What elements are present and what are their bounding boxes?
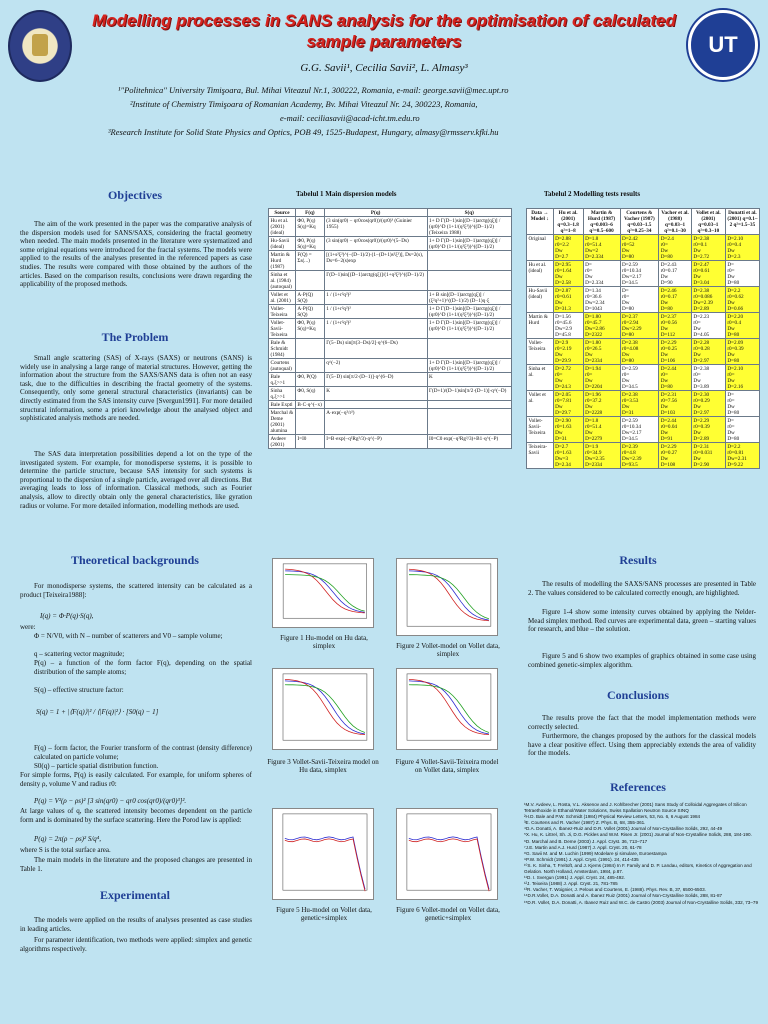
- table1-cell: Courtens (autoqual): [269, 359, 296, 373]
- table2-cell: D=2.39 r0=4.8 Dw=2.39 D=93.5: [620, 443, 659, 469]
- table1-cell: q^(−2): [324, 359, 427, 373]
- table1-cell: I=I0: [295, 435, 324, 449]
- theory-def-s: S(q) – effective structure factor:: [34, 686, 124, 694]
- table2-cell: D=2.37 r0=2.94 Dw=2.29 D=80: [620, 313, 659, 339]
- university-logo-left: [8, 10, 72, 82]
- formula-porod: P(q) = 2π(ρ − ρs)² S/q⁴,: [34, 835, 101, 843]
- table1-row: [269, 305, 512, 319]
- theory-table-ref: The main models in the literature and the proposed changes are presented in Table 1.: [20, 856, 252, 873]
- theory-def-phi: Φ = N/V0, with N – number of scatterers and V0 – sample volume;: [34, 632, 223, 640]
- table2-cell: D=2.90 r0=1.63 Dw D=31: [553, 417, 583, 443]
- starting-curve: [285, 575, 365, 612]
- modelling-results-table: [526, 208, 760, 469]
- table2-cell: D=1.94 r0= Dw D=2204: [583, 365, 620, 391]
- figure-1-caption: Figure 1 Hu-model on Hu data, simplex: [280, 634, 368, 650]
- theory-were: were:: [20, 623, 36, 631]
- table2-cell: D=2.38 r0=0.1 Dw D=2.72: [691, 235, 725, 261]
- table2-cell: D=1.34 r0=36.6 Dw=2.34 D=1043: [583, 287, 620, 313]
- theory-simple-forms: For simple forms, P(q) is easily calculated. For example, for uniform spheres of density ρ, volume V and radius r0:: [20, 771, 252, 788]
- affiliation-2-email: e-mail: ceciliasavii@acad-icht.tm.edu.ro: [280, 113, 420, 123]
- figure-4-caption: Figure 4 Vollet-Savii-Teixeira model on Vollet data, simplex: [395, 758, 499, 774]
- table1-cell: 1 / (1+r²q²)²: [324, 305, 427, 319]
- table2-cell: D=2.4 r0= Dw D=80: [659, 235, 692, 261]
- table1-cell: [295, 271, 324, 291]
- table1-row: [269, 271, 512, 291]
- table1-cell: A·P(Q) S(Q): [295, 291, 324, 305]
- plot-frame: [407, 814, 491, 890]
- theory-intro: For monodisperse systems, the scattered intensity can be calculated as a product [Teixeira1988]:: [20, 582, 252, 599]
- results-paragraph-3: Figure 5 and 6 show two examples of graphics obtained in some case using combined genetic-simplex algorithm.: [528, 652, 756, 669]
- table1-cell: Sinha q,ξ>>1: [269, 387, 296, 401]
- table2-cell: D=2.42 r0=52 Dw D=80: [620, 235, 659, 261]
- reference-item: ¹⁰S. K. Sinha, T. Freltoft, and J. Kjems (1984) In F. Family and D. P. Landau, editors, Kinetics of Aggregation and Gelation. North Holland, Amsterdam, 1984, p.87.: [524, 862, 752, 875]
- table1-cell: Martin & Hurd (1987): [269, 251, 296, 271]
- table2-row: [527, 365, 760, 391]
- reference-item: ¹⁴D.R.Vollet, D.A. Donatti and A. Ibanez Ruiz (2001) Journal of Non-Crystalline Solids, 288, 81-87: [524, 893, 723, 899]
- affiliation-3: ³Research Institute for Solid State Physics and Optics, POB 49, 1525-Budapest, Hungary, almasy@rmsserv.kfki.hu: [108, 127, 499, 137]
- table1-row: [269, 339, 512, 359]
- table1-cell: A·exp(−q²/r²): [324, 409, 427, 435]
- reference-item: ¹M.V. Avdeev, L. Rosta, V.L. Aksenov and J. Kohlbrecher (2001) Sans Study of Colloidal Aggregates of Silicon Tetraethoxide in Ethanol/Water Solutions, Swiss Spallation Neutron Source SINQ: [524, 802, 747, 814]
- table1-cell: Γ(5−Ds) sin[π(3−Ds)/2]·q^(6−Ds): [324, 339, 427, 359]
- table1-cell: (3 sin(qr0) − qr0cos(qr0))/(qr0)^(5−Ds): [324, 237, 427, 251]
- theory-def-q: q – scattering vector magnitude;: [34, 650, 125, 658]
- table2-cell: D=1.96 r0=37.2 Dw D=2228: [583, 391, 620, 417]
- reference-item: ⁵X. Hu, K. Littrel, Sh. Ji, D.G. Pickles and W.M. Risen Jr. (2001) Journal of Non-Crystalline Solids, 288, 184-190.: [524, 832, 752, 838]
- table2-cell: D=2.29 r0=0.27 Dw D=108: [659, 443, 692, 469]
- figure-5-caption: Figure 5 Hu-model on Vollet data, genetic+simplex: [276, 906, 372, 922]
- table1-cell: Bale q,ξ>>1: [269, 373, 296, 387]
- fit-curve: [285, 837, 365, 889]
- table1-row: [269, 359, 512, 373]
- table2-cell: D= r0= Dw D=80: [725, 261, 759, 287]
- table1-row: [269, 319, 512, 339]
- theory-porod-intro: At large values of q, the scattered intensity becomes dependent on the particle form and is dominated by the surface scattering. Here the Porod law is applied:: [20, 807, 252, 824]
- table2-cell: D= r0= Dw D=2.334: [583, 261, 620, 287]
- table2-row: [527, 417, 760, 443]
- table1-cell: (3 sin(qr0) − qr0cos(qr0))/(qr0)³ (Guinier 1955): [324, 217, 427, 237]
- experimental-heading: Experimental: [100, 888, 170, 902]
- figure-2-caption: Figure 2 Vollet-model on Vollet data, simplex: [396, 642, 500, 658]
- table2-cell: D=2.31 r0=0.031 Dw D=2.90: [691, 443, 725, 469]
- table1-cell: Γ(5−D) sin[π/2·(D−1)]·q^(6−D): [324, 373, 427, 387]
- table2-cell: D=2.20 r0=0.4 Dw D=80: [725, 313, 759, 339]
- table1-cell: 1+ D Γ(D−1)sin[(D−1)arctg(qξ)] / (qr0)^D (1+1/(q²ξ²))^((D−1)/2): [427, 305, 512, 319]
- table1-cell: Γ(D−1)sin[(D−1)arctg(qξ)]/(1+q²ξ²)^((D−1)/2): [324, 271, 427, 291]
- table1-header-cell: S(q): [427, 209, 512, 217]
- table2-cell: D=1.9 r0=34.9 Dw=2.35 D=2334: [583, 443, 620, 469]
- table2-cell: D= r0= Dw D=80: [725, 391, 759, 417]
- table1-cell: Marchal & Deme (2001) alumina: [269, 409, 296, 435]
- results-paragraph-2: Figure 1-4 show some intensity curves obtained by applying the Nelder-Mead simplex method. Red curves are experimental data, green – starting values for research, and blue – the solution.: [528, 608, 756, 634]
- table2-caption: Tabelul 2 Modelling tests results: [544, 190, 641, 198]
- table1-cell: Bale Exptl: [269, 401, 296, 409]
- table2-header-cell: Vollet et al. (2001) q=0.03–1 q²=0.3–10: [691, 209, 725, 235]
- table1-cell: A·P(Q) S(Q): [295, 305, 324, 319]
- formula-structure-factor: S(q) = 1 + |⟨F(q)⟩|² / ⟨|F(q)|²⟩ · [S0(q) − 1]: [36, 708, 159, 716]
- table2-cell: D=2.29 r0=0.25 Dw D=106: [659, 339, 692, 365]
- reference-item: ¹⁵D.R. Vollet, D.A. Donatti, A. Ibanez Ruiz and W.C. de Castro (2003) Journal of Non-Crystalline Solids, 332, 73–79: [524, 899, 759, 905]
- table1-cell: Φ0, P(q) S(q)=Kq: [295, 237, 324, 251]
- table2-cell: D=2.09 r0=0.39 Dw D=80: [725, 339, 759, 365]
- table1-cell: [427, 409, 512, 435]
- table1-row: [269, 291, 512, 305]
- table1-cell: F(Q) = Σs(...): [295, 251, 324, 271]
- experimental-paragraph-2: For parameter identification, two methods were applied: simplex and genetic algorithms respectively.: [20, 936, 252, 953]
- table1-row: [269, 373, 512, 387]
- dispersion-models-table: [268, 208, 512, 449]
- table1-cell: I0=C0 exp(−q²Rg²/3)+B1·q^(−P): [427, 435, 512, 449]
- table2-cell: D=2.88 r0=2.2 Dw D=2.7: [553, 235, 583, 261]
- starting-curve: [285, 685, 365, 733]
- table2-cell: D=2.10 r0=0.4 Dw D=2.3: [725, 235, 759, 261]
- table2-cell: D=2.2 r0=0.62 Dw D=0.66: [725, 287, 759, 313]
- table2-cell: D=1.8 r0=51.4 Dw=2 D=2.334: [583, 235, 620, 261]
- table1-cell: [295, 359, 324, 373]
- table2-cell: D=2.38 r0= Dw D=3.89: [691, 365, 725, 391]
- reference-item: ⁹P.W. Schmidt (1991) J. Appl. Cryst. (1991). 24, 414-435: [524, 856, 639, 862]
- results-heading: Results: [619, 553, 657, 567]
- table2-cell: D=2.7 r0=1.63 Dw=3 D=2.34: [553, 443, 583, 469]
- table2-cell: D=2.44 r0=0.04 Dw D=91: [659, 417, 692, 443]
- table1-header-cell: F(q): [295, 209, 324, 217]
- objectives-text: The aim of the work presented in the paper was the comparative analysis of the dispersion models used for SANS/SAXS, considering the fractal geometry when needed. The main models presented in the literature were systematized and some original equations were introduced for the fractal systems. The models were applied to the results of the analyses presented in the referenced papers as case studies. The results were compared with those obtained by the authors of the articles. Based on the comparison results, conclusions were drawn regarding the applicability of the proposed methods.: [20, 220, 252, 289]
- table2-cell: D=2.30 r0=0.29 Dw D=2.97: [691, 391, 725, 417]
- table2-cell: D=2.2 r0=0.81 Dw=2.31 D=9.22: [725, 443, 759, 469]
- table2-cell: D=1.80 r0=45.7 Dw=2.86 D=2322: [583, 313, 620, 339]
- theory-heading: Theoretical backgrounds: [71, 553, 199, 567]
- figure-3-caption: Figure 3 Vollet-Savii-Teixeira model on Hu data, simplex: [267, 758, 379, 774]
- table1-cell: I=B·exp(−q²Rg²/3)·q^(−P): [324, 435, 427, 449]
- table1-cell: [(1+s²ξ²)^(−(D−1)/2)·(1−(D+1)s²ξ²)], Ds=2(s), Ds=6−2(s)exp: [324, 251, 427, 271]
- table1-row: [269, 387, 512, 401]
- table2-cell: D=2.23 r0= Dw D=4.05: [691, 313, 725, 339]
- table2-model-cell: Original: [527, 235, 554, 261]
- table2-cell: D=2.31 r0=7.56 Dw D=103: [659, 391, 692, 417]
- references-list: [524, 802, 760, 906]
- affiliation-2: ²Institute of Chemistry Timişoara of Romanian Academy, Bv. Mihai Viteazul Nr. 24, 300223, Romania,: [130, 99, 478, 109]
- data-curve: [285, 839, 365, 891]
- table1-cell: 1 / (1+r²q²)²: [324, 319, 427, 339]
- table1-cell: 1+ B sin[(D−1)arctg(qξ)] / (ξ²q²+1)^((D−1)/2) (D−1)q·ξ: [427, 291, 512, 305]
- table2-row: [527, 261, 760, 287]
- table1-cell: Hu et al. (2001) (ideal): [269, 217, 296, 237]
- table1-cell: B·C·q^(−x): [295, 401, 324, 409]
- reference-item: ¹²J. Teixeira (1988) J. Appl. Cryst. 21, 781-785: [524, 881, 618, 887]
- table2-cell: D=2.59 r0=10.34 Dw=2.17 D=34.5: [620, 417, 659, 443]
- table2-cell: D=2.72 r0= Dw D=24.3: [553, 365, 583, 391]
- table1-header-cell: Source: [269, 209, 296, 217]
- table1-cell: [427, 401, 512, 409]
- table2-cell: D=2.37 r0=0.56 Dw D=112: [659, 313, 692, 339]
- table2-model-cell: Vollet et al.: [527, 391, 554, 417]
- table1-cell: [295, 339, 324, 359]
- table2-cell: D=2.9 r0=2.19 Dw D=29.9: [553, 339, 583, 365]
- reference-item: ⁴D.A. Donatti, A. Ibanez-Ruiz and D.R. Vollet (2001) Journal of Non-Crystalline Solids, 292, 44-49: [524, 826, 723, 832]
- table1-cell: 1+ D Γ(D−1)sin[(D−1)arctg(qξ)] / (qr0)^D (1+1/(q²ξ²))^((D−1)/2) (Teixeira 1988): [427, 217, 512, 237]
- table1-cell: Φ0, P(q) S(q)=Kq: [295, 319, 324, 339]
- table2-row: [527, 287, 760, 313]
- table2-model-cell: Hu-Savii (ideal): [527, 287, 554, 313]
- results-paragraph-1: The results of modelling the SAXS/SANS processes are presented in Table 2. The values considered to be calculated correctly enough, are highlighted.: [528, 580, 756, 597]
- table1-cell: K: [427, 373, 512, 387]
- figure-2-plot: [396, 558, 498, 636]
- plot-frame: [283, 814, 367, 890]
- logo-right-text: UT: [708, 32, 738, 57]
- table1-cell: [427, 251, 512, 271]
- table1-cell: 1+ D Γ(D−1)sin[(D−1)arctg(qξ)] / (qr0)^D (1+1/(q²ξ²))^((D−1)/2): [427, 237, 512, 251]
- conclusions-paragraph-1: The results prove the fact that the model implementation methods were correctly selected.: [528, 714, 756, 731]
- figure-1-plot: [272, 558, 374, 628]
- table2-cell: D=2.59 r0= Dw D=34.5: [620, 365, 659, 391]
- theory-def-f: F(q) – form factor, the Fourier transform of the contrast (density difference) calculated on particle volume;: [34, 744, 252, 761]
- experimental-curve: [409, 679, 489, 734]
- table1-cell: Vollet-Savii-Teixeira: [269, 319, 296, 339]
- table1-header-cell: P(q): [324, 209, 427, 217]
- table1-cell: K: [324, 387, 427, 401]
- table1-cell: Vollet-Teixeira: [269, 305, 296, 319]
- figure-4-plot: [396, 668, 498, 750]
- table1-cell: [427, 271, 512, 291]
- data-curve: [409, 839, 489, 891]
- problem-paragraph-2: The SAS data interpretation possibilities depend a lot on the type of the investigated system. For example, for monodisperse systems, it is possible to determine the particle structure, because SAS intensity for such systems is proportional to the dispersion of a single particle, averaged over all directions. But averaging leads to loss of information. Classical methods, such as Fourier analysis, allow to directly obtain only the general characteristics, like gyration radius or volume. For more detailed information, modelling methods are used.: [20, 450, 252, 510]
- reference-item: ⁶D. Marchal and B. Deme (2003) J. Appl. Cryst. 36, 713–717: [524, 838, 648, 844]
- table2-cell: D=2.05 r0=7.81 Dw D=29.7: [553, 391, 583, 417]
- theory-def-p: P(q) – a function of the form factor F(q), depending on the spatial distribution of the sample atoms;: [34, 659, 252, 676]
- table2-header-cell: Data → Model ↓: [527, 209, 554, 235]
- plot-frame: [407, 674, 491, 740]
- table1-row: [269, 237, 512, 251]
- conclusions-heading: Conclusions: [606, 688, 670, 702]
- problem-paragraph-1: Small angle scattering (SAS) of X-rays (SAXS) or neutrons (SANS) is widely use in analysing a large range of material structures. However, getting the information about the structure from the SAXS/SANS data is often not an easy task, due to the difficulties in describing the fractal geometry of the systems. Consequently, only some general structural characteristics (invariants) can be directly estimated from the SAS intensity curve [Svergun1991]. For more detailed structural information, some a priori knowledge about the analysed object and sophisticated analysis methods are needed.: [20, 354, 252, 423]
- plot-frame: [283, 674, 367, 740]
- table1-cell: Hu-Savii (ideal): [269, 237, 296, 251]
- figure-5-plot: [272, 808, 374, 900]
- table1-cell: Φ0, S(q): [295, 387, 324, 401]
- reference-item: ³E. Courtens and R. Vacher (1987) Z. Phys. B, 68, 355-361.: [524, 820, 646, 826]
- table2-model-cell: Sinha et al.: [527, 365, 554, 391]
- university-logo-right: [688, 10, 758, 80]
- table2-cell: D=2.29 r0=0.39 Dw D=2.89: [691, 417, 725, 443]
- table2-cell: D=1.80 r0=26.5 Dw D=2334: [583, 339, 620, 365]
- table2-cell: D=1.56 r0=45.6 Dw=2.9 D=45.8: [553, 313, 583, 339]
- starting-curve: [409, 685, 489, 733]
- table2-cell: D=2.43 r0=0.17 Dw D=90: [659, 261, 692, 287]
- table2-cell: D=2.10 r0= Dw D=2.16: [725, 365, 759, 391]
- table1-cell: 1+ D Γ(D−1)sin[(D−1)arctg(qξ)] / (qr0)^D (1+1/(q²ξ²))^((D−1)/2): [427, 319, 512, 339]
- table2-cell: D=1.8 r0=51.4 Dw D=2279: [583, 417, 620, 443]
- experimental-curve: [285, 679, 365, 734]
- theory-def-s0: S0(q) – particle spatial distribution function.: [34, 762, 159, 770]
- table2-cell: D=2.44 r0= Dw D=80: [659, 365, 692, 391]
- table1-row: [269, 409, 512, 435]
- table2-model-cell: Teixeira-Savii: [527, 443, 554, 469]
- reference-item: ¹¹D. I. Svergun (1991) J. Appl. Cryst. 24, 485-492.: [524, 875, 626, 881]
- table1-row: [269, 251, 512, 271]
- table2-row: [527, 443, 760, 469]
- table1-cell: Φ0, P(Q): [295, 373, 324, 387]
- experimental-curve: [409, 569, 489, 621]
- table1-cell: [427, 339, 512, 359]
- table2-cell: D=2.46 r0=0.17 Dw D=80: [659, 287, 692, 313]
- problem-heading: The Problem: [101, 330, 169, 344]
- figure-6-caption: Figure 6 Vollet-model on Vollet data, genetic+simplex: [396, 906, 500, 922]
- table2-cell: D= r0= Dw D=80: [620, 287, 659, 313]
- table2-cell: D=2.47 r0=0.61 Dw D=3.04: [691, 261, 725, 287]
- table2-model-cell: Vollet-Savii-Teixeira: [527, 417, 554, 443]
- table1-caption: Tabelul 1 Main dispersion models: [296, 190, 397, 198]
- table2-cell: D=2.38 r0=4.08 Dw D=80: [620, 339, 659, 365]
- table2-cell: D=2.95 r0=1.64 Dw D=2.58: [553, 261, 583, 287]
- reference-item: ⁷J.E. Martin and A.J. Hurd (1987) J. Appl. Cryst. 20, 61-78: [524, 844, 642, 850]
- table1-cell: Sinha et al. (1984) (autoqual): [269, 271, 296, 291]
- table2-cell: D=2.38 r0=0.086 Dw=2.39 D=2.89: [691, 287, 725, 313]
- table1-cell: [324, 401, 427, 409]
- theory-surface: where S is the total surface area.: [20, 846, 111, 854]
- table1-row: [269, 217, 512, 237]
- formula-intensity: I(q) = Φ·P(q)·S(q),: [40, 612, 94, 620]
- affiliation-1: ¹"Politehnica" University Timişoara, Bul. Mihai Viteazul Nr.1, 300222, Romania, e-mail: george.savii@mec.upt.ro: [118, 85, 509, 95]
- table2-row: [527, 313, 760, 339]
- figure-3-plot: [272, 668, 374, 750]
- table2-row: [527, 391, 760, 417]
- reference-item: ¹³R. Vacher, T. Woignier, J. Pelous and Courtens, E. (1988). Phys. Rev. B, 37, 6500-6503.: [524, 887, 706, 893]
- table2-cell: D=2.87 r0=0.61 Dw D=31.3: [553, 287, 583, 313]
- poster-authors: G.G. Savii¹, Cecilia Savii², L. Almasy³: [300, 62, 468, 74]
- table1-cell: 1+ D Γ(D−1)sin[(D−1)arctg(qξ)] / (qr0)^D (1+1/(q²ξ²))^((D−1)/2): [427, 359, 512, 373]
- reference-item: ⁸G. Savii M. and M. Luchin (1999) Modelare şi simulare, Euroestampa: [524, 850, 667, 856]
- table2-header-cell: Martin & Hurd (1987) q=0.003–6 q²=0.5–600: [583, 209, 620, 235]
- table2-header-cell: Hu et al. (2001) q=0.3–1.8 q²=1–8: [553, 209, 583, 235]
- experimental-paragraph-1: The models were applied on the results of analyses presented as case studies in leading articles.: [20, 916, 252, 933]
- references-heading: References: [610, 780, 666, 794]
- conclusions-paragraph-2: Furthermore, the changes proposed by the authors for the classical models have a clear positive effect. Using them appreciably extends the area of validity for the models.: [528, 732, 756, 758]
- reference-item: ²H.D. Bale and P.W. Schmidt (1984) Physical Review Letters, 53, No. 6, 6 August 1984: [524, 814, 701, 820]
- table2-header-cell: Donatti et al. (2001) q=0.1–2 q²=1.5–35: [725, 209, 759, 235]
- table2-model-cell: Vollet-Teixeira: [527, 339, 554, 365]
- table1-row: [269, 435, 512, 449]
- table1-cell: Bale & Schmidt (1984): [269, 339, 296, 359]
- fit-curve: [409, 837, 489, 889]
- table1-cell: Γ(D+1)/(D−1)sin[π/2·(D−1)]·q^(−D): [427, 387, 512, 401]
- objectives-heading: Objectives: [108, 188, 162, 202]
- starting-curve: [409, 575, 489, 619]
- table1-cell: Φ0, P(q) S(q)=Kq: [295, 217, 324, 237]
- table2-row: [527, 235, 760, 261]
- table2-model-cell: Hu et al. (ideal): [527, 261, 554, 287]
- table2-row: [527, 339, 760, 365]
- table1-cell: Vollet et al. (2001): [269, 291, 296, 305]
- formula-sphere: P(q) = V²(ρ − ρs)² [3 sin(qr0) − qr0 cos(qr0)/(qr0)³]².: [34, 797, 187, 805]
- table1-cell: 1 / (1+r²q²)²: [324, 291, 427, 305]
- table2-cell: D=2.28 r0=0.28 Dw D=2.97: [691, 339, 725, 365]
- poster-title: Modelling processes in SANS analysis for the optimisation of calculated sample parameters: [92, 11, 676, 51]
- table2-cell: D=2.59 r0=10.34 Dw=2.17 D=34.5: [620, 261, 659, 287]
- table2-model-cell: Martin & Hurd: [527, 313, 554, 339]
- table2-cell: D=2.38 r0=3.53 Dw D=31: [620, 391, 659, 417]
- table1-cell: [295, 409, 324, 435]
- table1-cell: Avdeev (2001): [269, 435, 296, 449]
- table2-header-cell: Vacher et al. (1988) q=0.03–1 q²=0.1–30: [659, 209, 692, 235]
- table2-cell: D= r0= Dw D=80: [725, 417, 759, 443]
- figure-6-plot: [396, 808, 498, 900]
- table2-header-cell: Courtens & Vacher (1987) q=0.03–1.5 q²=0.25–34: [620, 209, 659, 235]
- table1-row: [269, 401, 512, 409]
